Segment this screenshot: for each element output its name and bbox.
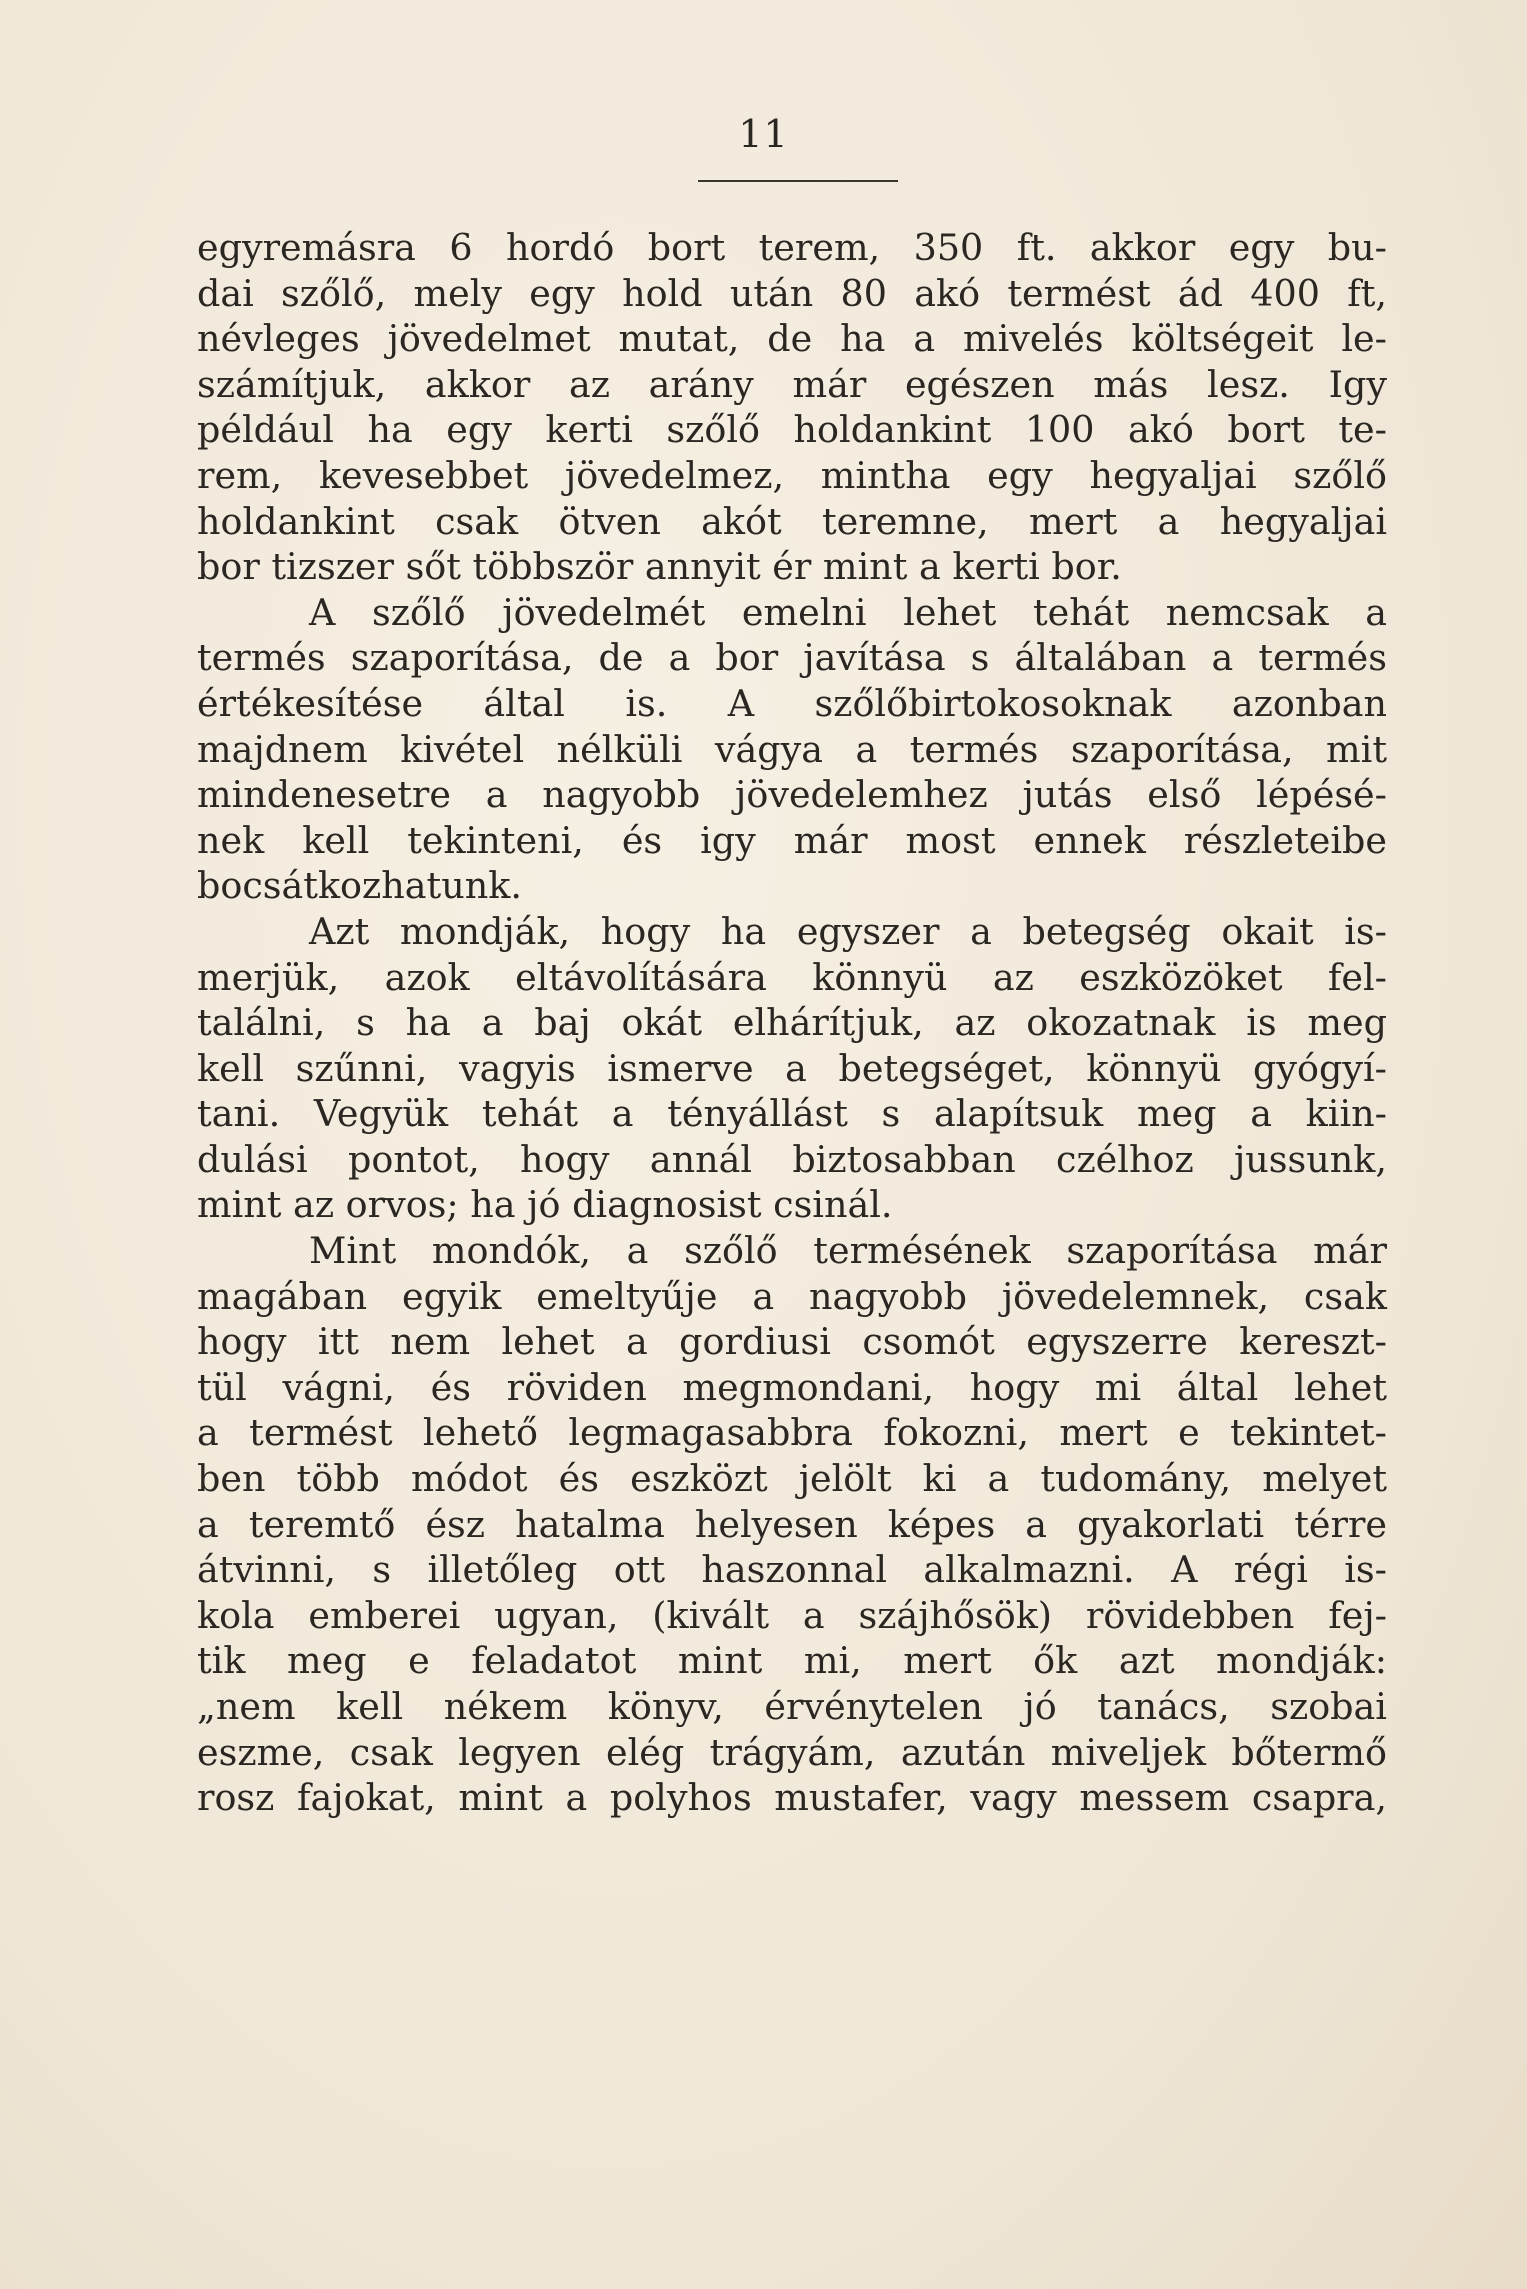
text-line: hogy itt nem lehet a gordiusi csomót egyszerre kereszt- — [197, 1320, 1387, 1364]
text-line: holdankint csak ötven akót teremne, mert a hegyaljai — [197, 499, 1387, 543]
text-line: ben több módot és eszközt jelölt ki a tudomány, melyet — [197, 1457, 1387, 1501]
text-line: dulási pontot, hogy annál biztosabban czélhoz jussunk, — [197, 1137, 1387, 1181]
text-line: rosz fajokat, mint a polyhos mustafer, vagy messem csapra, — [197, 1776, 1387, 1820]
page-number: 11 — [738, 112, 789, 156]
text-line: bocsátkozhatunk. — [197, 864, 522, 908]
text-line: eszme, csak legyen elég trágyám, azután miveljek bőtermő — [197, 1730, 1387, 1774]
text-line: kell szűnni, vagyis ismerve a betegséget, könnyü gyógyí- — [197, 1046, 1387, 1090]
text-line: termés szaporítása, de a bor javítása s általában a termés — [197, 636, 1387, 680]
text-line: átvinni, s illetőleg ott haszonnal alkalmazni. A régi is- — [197, 1548, 1387, 1592]
text-line: dai szőlő, mely egy hold után 80 akó termést ád 400 ft, — [197, 271, 1387, 315]
text-line: például ha egy kerti szőlő holdankint 100 akó bort te- — [197, 408, 1387, 452]
text-line: a teremtő ész hatalma helyesen képes a gyakorlati térre — [197, 1502, 1387, 1546]
text-line: egyremásra 6 hordó bort terem, 350 ft. akkor egy bu- — [197, 226, 1387, 269]
text-line: „nem kell nékem könyv, érvénytelen jó tanács, szobai — [197, 1685, 1387, 1728]
text-line: merjük, azok eltávolítására könnyü az eszközöket fel- — [197, 955, 1387, 999]
text-line: névleges jövedelmet mutat, de ha a mivelés költségeit le- — [197, 317, 1387, 361]
paragraph-start-line: A szőlő jövedelmét emelni lehet tehát nemcsak a — [309, 590, 1387, 634]
text-line: értékesítése által is. A szőlőbirtokosoknak azonban — [197, 681, 1387, 725]
text-line: mindenesetre a nagyobb jövedelemhez jutás első lépésé- — [197, 773, 1387, 817]
text-line: kola emberei ugyan, (kivált a szájhősök) rövidebben fej- — [197, 1593, 1387, 1637]
text-line: mint az orvos; ha jó diagnosist csinál. — [197, 1183, 893, 1227]
text-line: majdnem kivétel nélküli vágya a termés szaporítása, mit — [197, 727, 1387, 771]
text-line: tani. Vegyük tehát a tényállást s alapítsuk meg a kiin- — [197, 1092, 1387, 1136]
text-line: tül vágni, és röviden megmondani, hogy mi által lehet — [197, 1365, 1387, 1409]
text-line: tik meg e feladatot mint mi, mert ők azt mondják: — [197, 1639, 1387, 1683]
text-line: nek kell tekinteni, és igy már most ennek részleteibe — [197, 818, 1387, 862]
paragraph-start-line: Azt mondják, hogy ha egyszer a betegség okait is- — [309, 909, 1387, 953]
body-text — [197, 225, 1387, 1821]
text-line: találni, s ha a baj okát elhárítjuk, az okozatnak is meg — [197, 1001, 1387, 1045]
text-line: rem, kevesebbet jövedelmez, mintha egy hegyaljai szőlő — [197, 453, 1387, 497]
text-line: a termést lehető legmagasabbra fokozni, mert e tekintet- — [197, 1411, 1387, 1455]
text-line: számítjuk, akkor az arány már egészen más lesz. Igy — [197, 362, 1387, 406]
text-line: bor tizszer sőt többször annyit ér mint a kerti bor. — [197, 545, 1122, 589]
text-line: magában egyik emeltyűje a nagyobb jövedelemnek, csak — [197, 1274, 1387, 1318]
header-rule — [698, 180, 898, 182]
paragraph-start-line: Mint mondók, a szőlő termésének szaporítása már — [309, 1229, 1387, 1273]
